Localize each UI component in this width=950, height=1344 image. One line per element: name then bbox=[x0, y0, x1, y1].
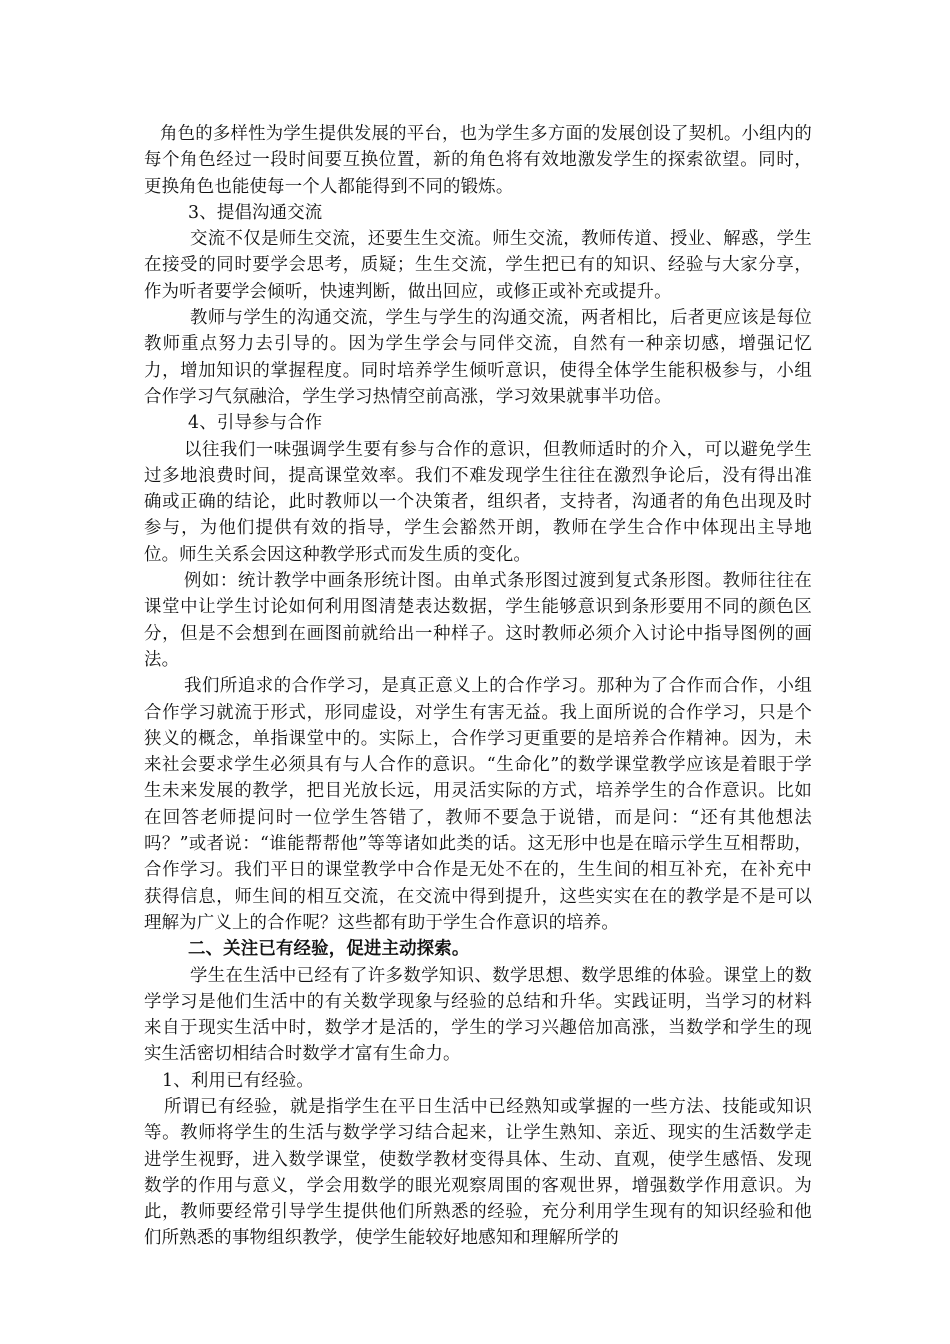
subheading-cooperation: 4、引导参与合作 bbox=[188, 413, 323, 434]
paragraph-existing-experience: 所谓已有经验，就是指学生在平日生活中已经熟知或掌握的一些方法、技能或知识等。教师将学生的生活与数学学习结合起来，让学生熟知、亲近、现实的生活数学走进学生视野，进入数学课堂，使数学教材变得具体、生动、直观，使学生感悟、发现数学的作用与意义，学会用数学的眼光观察周围的客观世界，增强数学作用意识。为此，教师要经常引导学生提供他们所熟悉的经验，充分利用学生现有的知识经验和他们所熟悉的事物组织教学，使学生能较好地感知和理解所学的 bbox=[144, 1096, 812, 1249]
paragraph-cooperative-learning: 我们所追求的合作学习，是真正意义上的合作学习。那种为了合作而合作，小组合作学习就流于形式，形同虚设，对学生有害无益。我上面所说的合作学习，只是个狭义的概念，单指课堂中的。实际上，合作学习更重要的是培养合作精神。因为，未来社会要求学生必须具有与人合作的意识。“生命化”的数学课堂教学应该是着眼于学生未来发展的教学，把目光放长远，用灵活实际的方式，培养学生的合作意识。比如在回答老师提问时一位学生答错了，教师不要急于说错，而是问：“还有其他想法吗？”或者说：“谁能帮帮他”等等诸如此类的话。这无形中也是在暗示学生互相帮助，合作学习。我们平日的课堂教学中合作是无处不在的，生生间的相互补充，在补充中获得信息，师生间的相互交流，在交流中得到提升，这些实实在在的教学是不是可以理解为广义上的合作呢？这些都有助于学生合作意识的培养。 bbox=[144, 676, 812, 933]
paragraph-example: 例如：统计教学中画条形统计图。由单式条形图过渡到复式条形图。教师往往在课堂中让学生讨论如何利用图清楚表达数据，学生能够意识到条形要用不同的颜色区分，但是不会想到在画图前就给出一种样子。这时教师必须介入讨论中指导图例的画法。 bbox=[144, 571, 812, 670]
paragraph-role-diversity: 角色的多样性为学生提供发展的平台，也为学生多方面的发展创设了契机。小组内的每个角色经过一段时间要互换位置，新的角色将有效地激发学生的探索欲望。同时，更换角色也能使每一个人都能得到不同的锻炼。 bbox=[144, 124, 812, 197]
subheading-communication: 3、提倡沟通交流 bbox=[188, 202, 323, 223]
section-heading-experience: 二、关注已有经验，促进主动探索。 bbox=[188, 939, 470, 960]
paragraph-communication: 交流不仅是师生交流，还要生生交流。师生交流，教师传道、授业、解惑，学生在接受的同时要学会思考，质疑；生生交流，学生把已有的知识、经验与大家分享，作为听者要学会倾听，快速判断，做出回应，或修正或补充或提升。 bbox=[144, 229, 812, 302]
paragraph-teacher-student-communication: 教师与学生的沟通交流，学生与学生的沟通交流，两者相比，后者更应该是每位教师重点努力去引导的。因为学生学会与同伴交流，自然有一种亲切感，增强记忆力，增加知识的掌握程度。同时培养学生倾听意识，使得全体学生能积极参与，小组合作学习气氛融洽，学生学习热情空前高涨，学习效果就事半功倍。 bbox=[144, 308, 812, 407]
paragraph-cooperation: 以往我们一味强调学生要有参与合作的意识，但教师适时的介入，可以避免学生过多地浪费时间，提高课堂效率。我们不难发现学生往往在激烈争论后，没有得出准确或正确的结论，此时教师以一个决策者，组织者，支持者，沟通者的角色出现及时参与，为他们提供有效的指导，学生会豁然开朗，教师在学生合作中体现出主导地位。师生关系会因这种教学形式而发生质的变化。 bbox=[144, 439, 812, 565]
document-page bbox=[144, 121, 812, 1252]
subheading-use-experience: 1、利用已有经验。 bbox=[162, 1070, 314, 1091]
paragraph-life-experience: 学生在生活中已经有了许多数学知识、数学思想、数学思维的体验。课堂上的数学学习是他们生活中的有关数学现象与经验的总结和升华。实践证明，当学习的材料来自于现实生活中时，数学才是活的，学生的学习兴趣倍加高涨，当数学和学生的现实生活密切相结合时数学才富有生命力。 bbox=[144, 965, 812, 1065]
